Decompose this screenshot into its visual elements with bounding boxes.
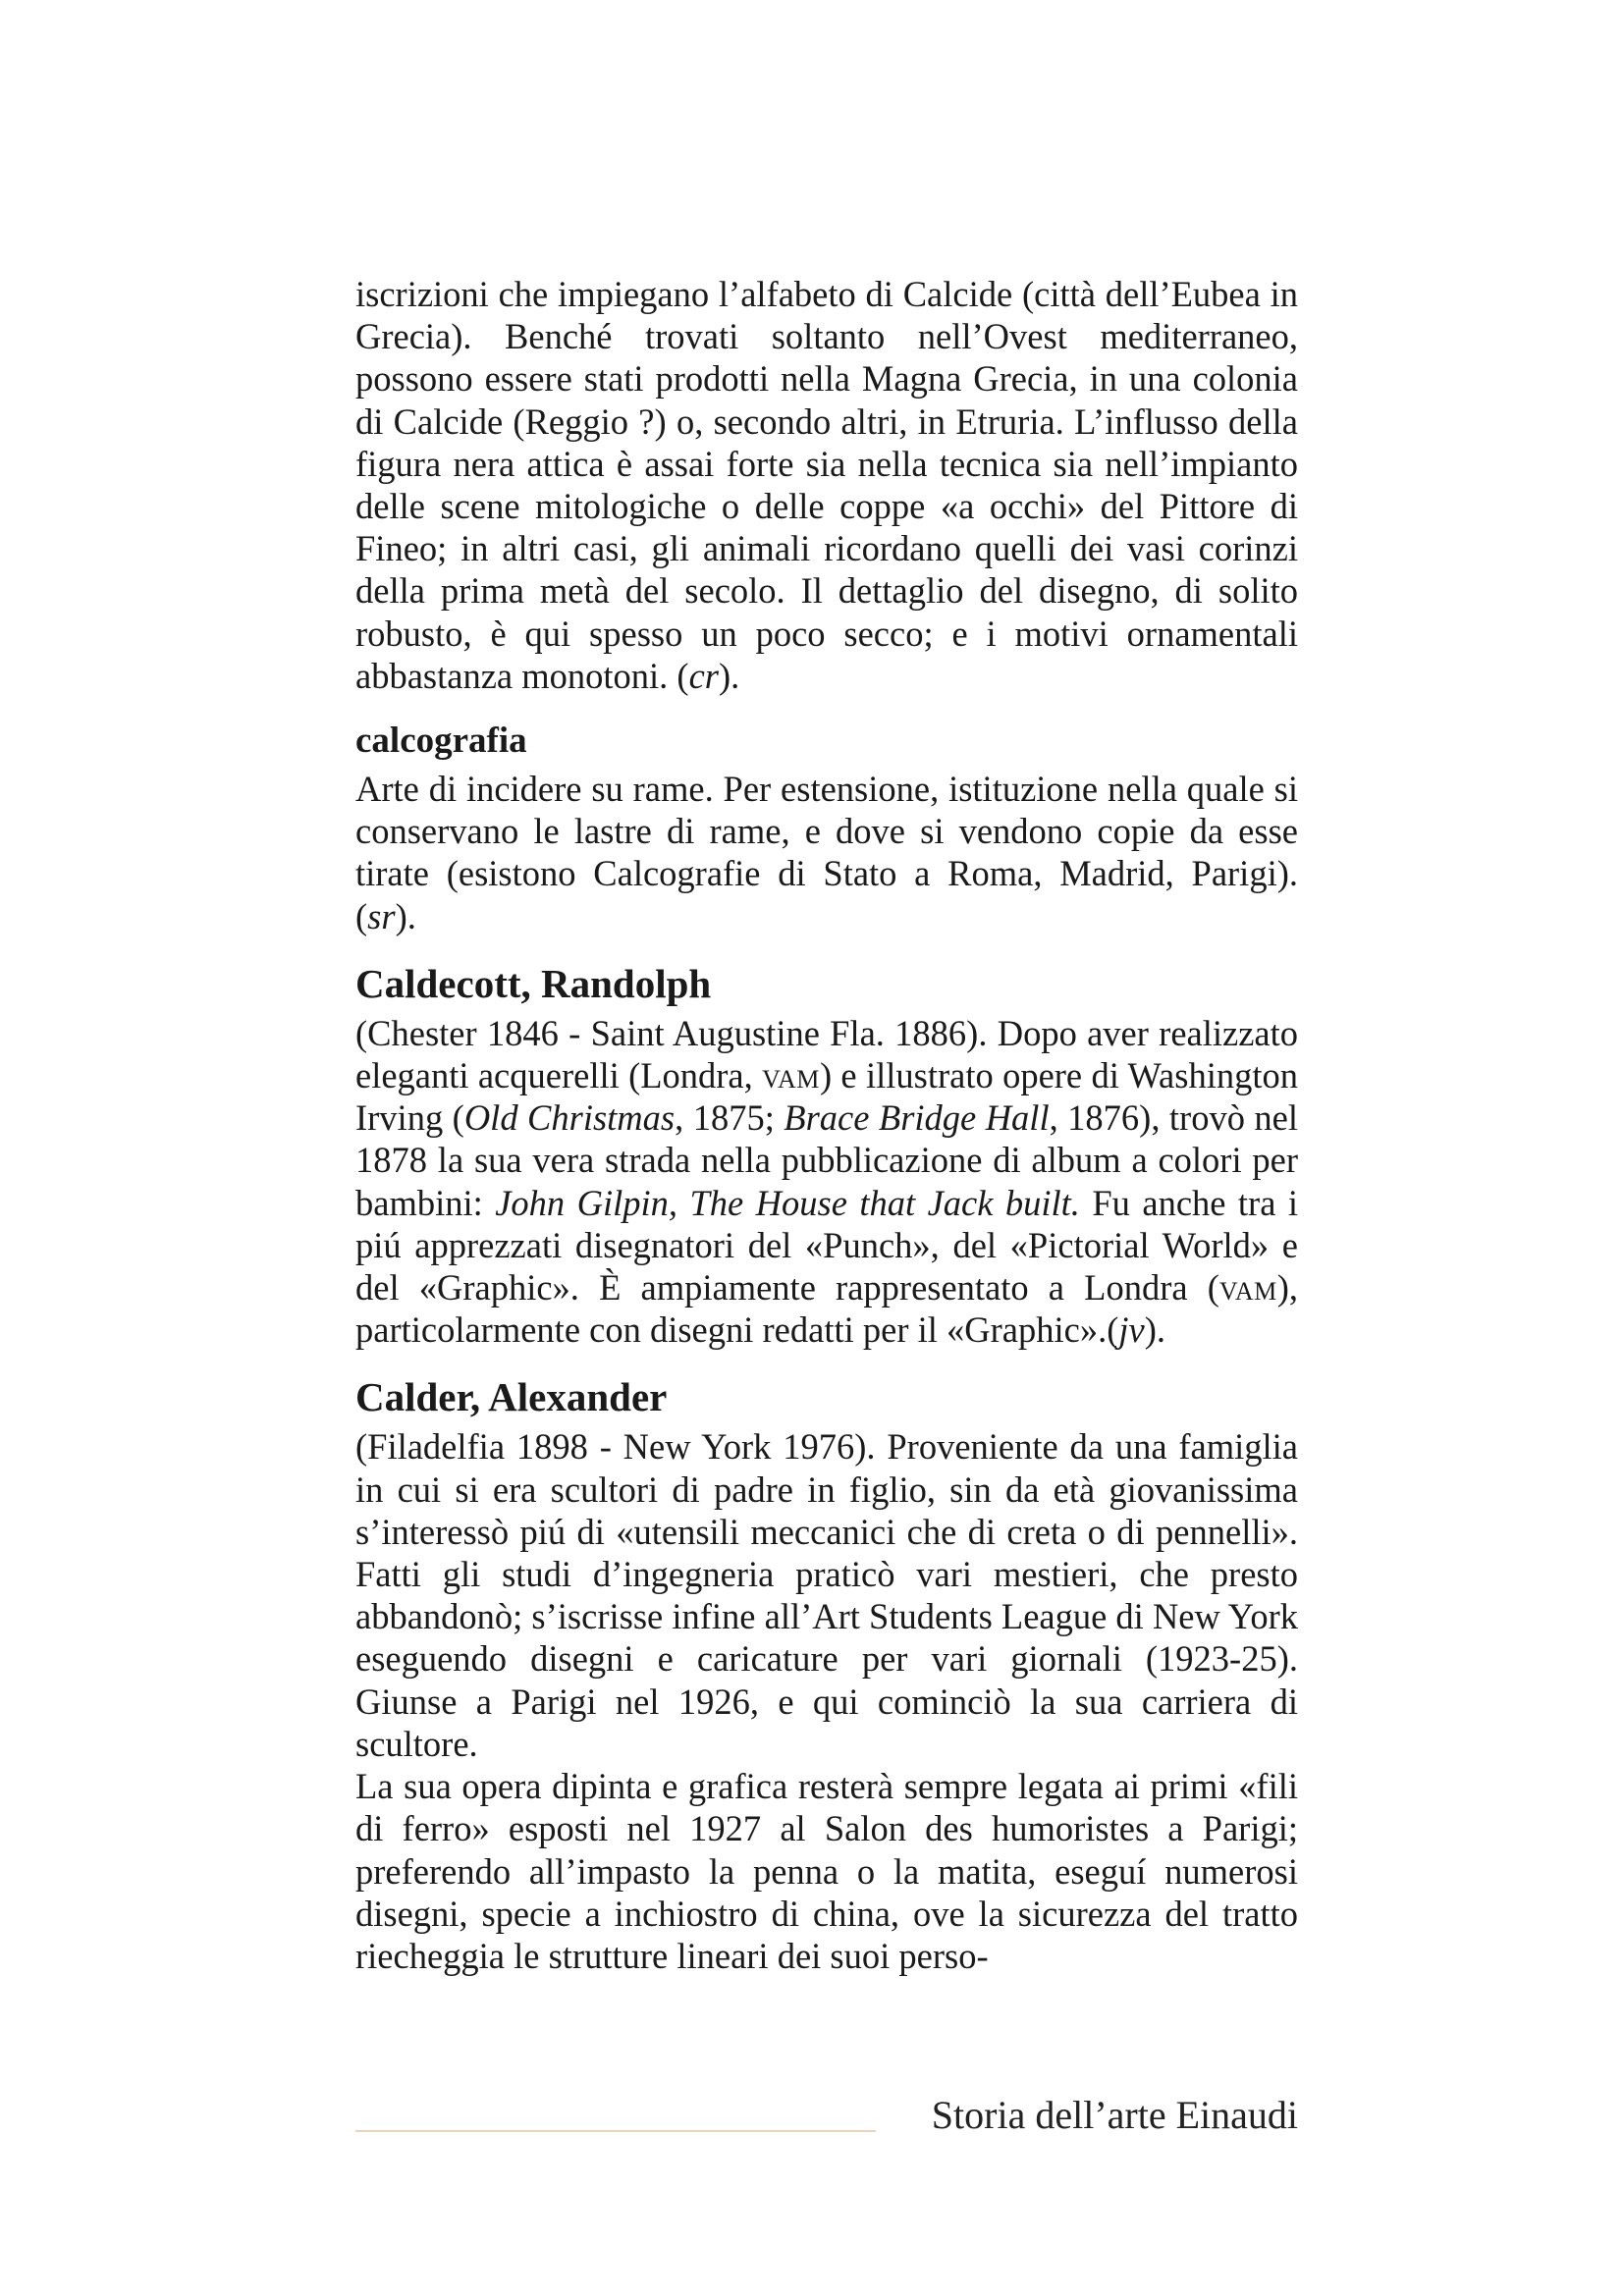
museum-abbrev: vam — [1218, 1267, 1277, 1308]
entry-body-caldecott — [355, 1012, 1298, 1352]
author-initials: cr — [688, 655, 719, 696]
author-initials: jv — [1118, 1309, 1145, 1351]
work-title: John Gilpin, The House that Jack built. — [495, 1182, 1080, 1223]
work-title: Brace Bridge Hall — [784, 1097, 1050, 1139]
intro-paragraph — [355, 273, 1298, 697]
entry-caldecott — [355, 959, 1298, 1352]
entry-text: Arte di incidere su rame. Per estensione, istituzione nella quale si conservano le lastre di rame, e dove si vendono copie da esse tirate (esistono Calcografie di Stato a Roma, Madrid, Parigi). ( — [355, 769, 1298, 936]
entry-calder — [355, 1372, 1298, 1977]
entry-text: ), particolarmente con disegni redatti per il «Graphic».( — [355, 1267, 1298, 1351]
page-footer — [355, 2091, 1298, 2140]
intro-text: iscrizioni che impiegano l’alfabeto di Calcide (città dell’Eubea in Grecia). Benché trovati soltanto nell’Ovest mediterraneo, possono essere stati prodotti nella Magna Grecia, in una colonia di Calcide (Reggio ?) o, secondo altri, in Etruria. L’influsso della figura nera attica è assai forte sia nella tecnica sia nell’impianto delle scene mitologiche o delle coppe «a occhi» del Pittore di Fineo; in altri casi, gli animali ricordano quelli dei vasi corinzi della prima metà del secolo. Il dettaglio del disegno, di solito robusto, è qui spesso un poco secco; e i motivi ornamentali abbastanza monotoni. ( — [355, 274, 1298, 696]
page-text — [355, 273, 1298, 1977]
entry-text: Fu anche tra i piú apprezzati disegnatori del «Punch», del «Pictorial World» e del «Graphic». È ampiamente rappresentato a Londra ( — [355, 1182, 1298, 1308]
museum-abbrev: vam — [762, 1055, 820, 1096]
entry-text: ) e illustrato opere di Washington Irving ( — [355, 1055, 1298, 1139]
entry-calcografia — [355, 719, 1298, 937]
entry-body-calcografia — [355, 768, 1298, 937]
entry-title-caldecott: Caldecott, Randolph — [355, 960, 712, 1006]
intro-end: ). — [718, 655, 740, 696]
author-initials: sr — [367, 895, 396, 936]
work-title: Old Christmas — [463, 1097, 676, 1139]
entry-body-calder-2: La sua opera dipinta e grafica resterà sempre legata ai primi «fili di ferro» esposti nel 1927 al Salon des humoristes a Parigi; preferendo all’impasto la penna o la matita, eseguí numerosi disegni, specie a inchiostro di china, ove la sicurezza del tratto riecheggia le strutture lineari dei suoi perso- — [355, 1766, 1298, 1976]
entry-text: (Chester 1846 - Saint Augustine Fla. 1886). Dopo aver realizzato eleganti acquerelli (Londra, — [355, 1012, 1298, 1096]
entry-end: ). — [1144, 1309, 1165, 1351]
entry-text: , 1875; — [675, 1097, 784, 1139]
entry-end: ). — [395, 895, 416, 936]
entry-text: , 1876), trovò nel 1878 la sua vera strada nella pubblicazione di album a colori per bambini: — [355, 1097, 1298, 1223]
entry-body-calder-1: (Filadelfia 1898 - New York 1976). Proveniente da una famiglia in cui si era scultori di padre in figlio, sin da età giovanissima s’interessò piú di «utensili meccanici che di creta o di pennelli». Fatti gli studi d’ingegneria praticò vari mestieri, che presto abbandonò; s’iscrisse infine all’Art Students League di New York eseguendo disegni e caricature per vari giornali (1923-25). Giunse a Parigi nel 1926, e qui cominciò la sua carriera di scultore. — [355, 1426, 1298, 1764]
entry-title-calcografia: calcografia — [355, 721, 527, 762]
footer-rule — [355, 2130, 876, 2132]
entry-title-calder: Calder, Alexander — [355, 1374, 668, 1420]
footer-label: Storia dell’arte Einaudi — [931, 2093, 1298, 2137]
